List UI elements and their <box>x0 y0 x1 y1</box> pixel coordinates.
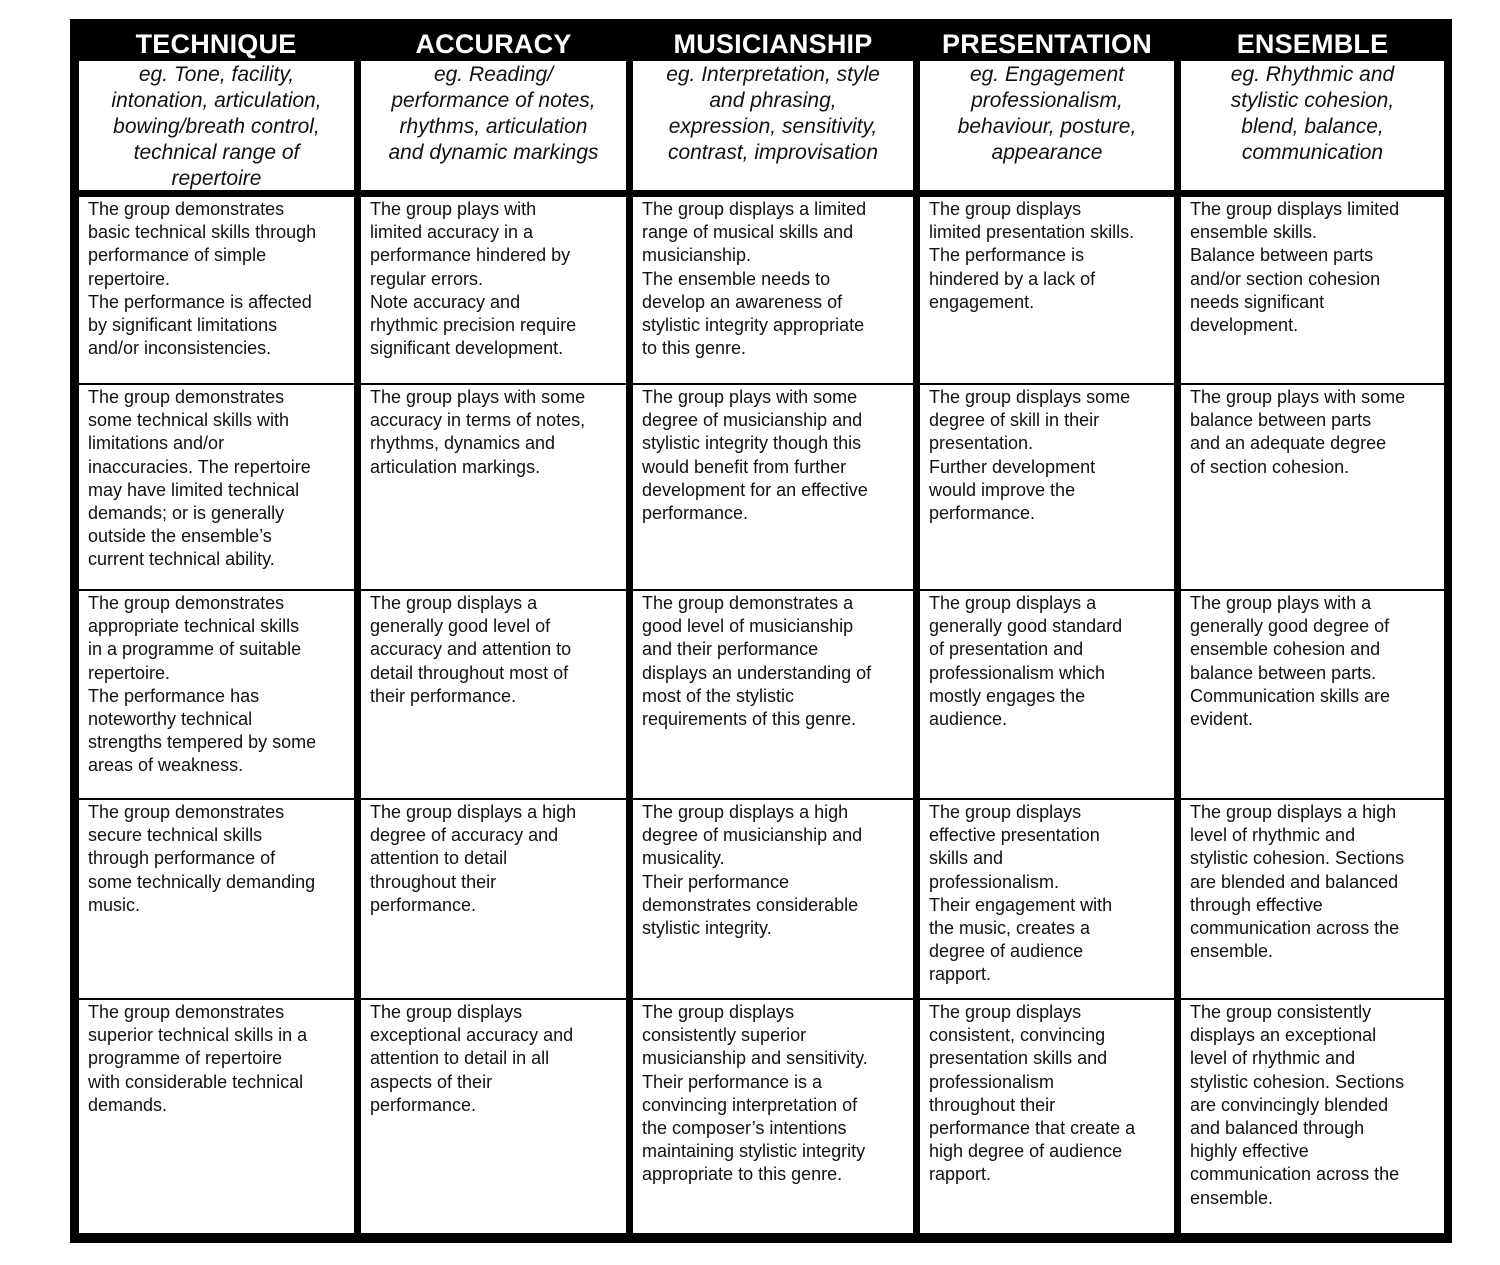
cell-line: Note accuracy and <box>370 291 521 312</box>
cell-line: mostly engages the <box>929 685 1086 706</box>
cell-line: communication across the <box>1190 918 1400 939</box>
cell-line: ensemble. <box>1190 941 1274 962</box>
cell-line: and balanced through <box>1190 1118 1365 1139</box>
cell-line: Further development <box>929 456 1096 477</box>
cell-line: ensemble. <box>1190 1187 1274 1208</box>
cell-line: balance between parts. <box>1190 662 1377 683</box>
cell-line: repertoire. <box>88 662 171 683</box>
cell-line: The group displays <box>929 802 1082 822</box>
cell-line: development for an effective <box>642 479 868 500</box>
cell-line: The group demonstrates <box>88 199 285 219</box>
cell-line: performance. <box>929 503 1036 524</box>
criteria-cell-presentation-level-2 <box>920 385 1174 589</box>
cell-line: programme of repertoire <box>88 1048 283 1069</box>
criteria-cell-ensemble-level-2 <box>1181 385 1444 589</box>
cell-line: secure technical skills <box>88 825 263 846</box>
cell-line: noteworthy technical <box>88 709 253 730</box>
cell-line: performance. <box>642 503 749 524</box>
cell-line: The group displays a limited <box>642 199 867 219</box>
cell-line: articulation markings. <box>370 456 541 477</box>
criteria-cell-technique-level-2 <box>79 385 354 589</box>
cell-line: with considerable technical <box>88 1071 304 1092</box>
cell-line: performance that create a <box>929 1118 1136 1139</box>
cell-line: strengths tempered by some <box>88 732 317 753</box>
cell-line: The group demonstrates <box>88 1002 285 1022</box>
subtitle-line: professionalism, <box>971 89 1123 112</box>
cell-line: performance hindered by <box>370 245 571 266</box>
cell-line: limitations and/or <box>88 433 225 454</box>
cell-line: generally good level of <box>370 616 551 637</box>
cell-line: The group displays <box>370 1002 523 1022</box>
cell-line: The group plays with some <box>370 387 586 407</box>
cell-line: The group displays a high <box>370 802 577 822</box>
rubric-table <box>70 19 1452 1243</box>
column-title-presentation: PRESENTATION <box>942 29 1152 59</box>
subtitle-line: stylistic cohesion, <box>1230 89 1395 112</box>
cell-line: demonstrates considerable <box>642 894 859 915</box>
cell-line: degree of musicianship and <box>642 410 863 431</box>
criteria-cell-accuracy-level-4 <box>361 800 626 998</box>
cell-line: maintaining stylistic integrity <box>642 1141 866 1162</box>
criteria-cell-accuracy-level-3 <box>361 591 626 798</box>
cell-line: hindered by a lack of <box>929 268 1096 289</box>
cell-line: may have limited technical <box>88 479 300 500</box>
cell-line: superior technical skills in a <box>88 1025 308 1046</box>
subtitle-line: communication <box>1241 141 1384 164</box>
subtitle-line: eg. Engagement <box>969 63 1125 86</box>
cell-line: some technically demanding <box>88 871 316 892</box>
cell-line: musicianship. <box>642 245 752 266</box>
criteria-cell-technique-level-1 <box>79 197 354 383</box>
criteria-cell-presentation-level-4 <box>920 800 1174 998</box>
cell-line: skills and <box>929 848 1004 869</box>
criteria-cell-technique-level-5 <box>79 1000 354 1233</box>
cell-line: consistent, convincing <box>929 1025 1106 1046</box>
cell-line: generally good standard <box>929 616 1123 637</box>
cell-line: inaccuracies. The repertoire <box>88 456 311 477</box>
subtitle-line: intonation, articulation, <box>111 89 322 112</box>
subtitle-line: repertoire <box>171 167 262 190</box>
cell-line: are blended and balanced <box>1190 871 1399 892</box>
criteria-cell-technique-level-3 <box>79 591 354 798</box>
cell-line: The performance is <box>929 245 1085 266</box>
cell-line: communication across the <box>1190 1164 1400 1185</box>
cell-line: effective presentation <box>929 825 1100 846</box>
cell-line: development. <box>1190 315 1299 336</box>
cell-line: outside the ensemble’s <box>88 526 272 547</box>
cell-line: rhythms, dynamics and <box>370 433 556 454</box>
subtitle-line: performance of notes, <box>391 89 596 112</box>
cell-line: demands. <box>88 1094 168 1115</box>
cell-line: Their performance is a <box>642 1071 823 1092</box>
cell-line: develop an awareness of <box>642 291 843 312</box>
cell-line: degree of skill in their <box>929 410 1100 431</box>
cell-line: The group plays with some <box>1190 387 1406 407</box>
cell-line: demands; or is generally <box>88 503 285 524</box>
subtitle-line: bowing/breath control, <box>113 115 320 138</box>
cell-line: of presentation and <box>929 639 1084 660</box>
cell-line: The group plays with <box>370 199 537 219</box>
cell-line: highly effective <box>1190 1141 1309 1162</box>
cell-line: accuracy in terms of notes, <box>370 410 586 431</box>
cell-line: their performance. <box>370 685 517 706</box>
cell-line: regular errors. <box>370 268 484 289</box>
cell-line: range of musical skills and <box>642 222 854 243</box>
cell-line: degree of audience <box>929 941 1084 962</box>
column-title-accuracy: ACCURACY <box>415 29 572 59</box>
cell-line: and/or section cohesion <box>1190 268 1381 289</box>
cell-line: limited accuracy in a <box>370 222 534 243</box>
cell-line: to this genre. <box>642 338 747 359</box>
cell-line: presentation. <box>929 433 1034 454</box>
cell-line: rapport. <box>929 964 992 985</box>
cell-line: engagement. <box>929 291 1035 312</box>
criteria-cell-musicianship-level-5 <box>633 1000 913 1233</box>
cell-line: throughout their <box>370 871 497 892</box>
cell-line: aspects of their <box>370 1071 493 1092</box>
cell-line: The group demonstrates <box>88 593 285 613</box>
criteria-cell-musicianship-level-3 <box>633 591 913 798</box>
cell-line: stylistic cohesion. Sections <box>1190 848 1405 869</box>
cell-line: appropriate to this genre. <box>642 1164 843 1185</box>
criteria-cell-musicianship-level-4 <box>633 800 913 998</box>
column-title-technique: TECHNIQUE <box>135 29 297 59</box>
cell-line: The group displays <box>929 199 1082 219</box>
cell-line: displays an exceptional <box>1190 1025 1377 1046</box>
cell-line: consistently superior <box>642 1025 807 1046</box>
cell-line: the composer’s intentions <box>642 1118 847 1139</box>
cell-line: detail throughout most of <box>370 662 569 683</box>
cell-line: and an adequate degree <box>1190 433 1387 454</box>
subtitle-line: eg. Rhythmic and <box>1230 63 1395 86</box>
cell-line: The group displays <box>929 1002 1082 1022</box>
subtitle-line: and dynamic markings <box>388 141 599 164</box>
cell-line: The group demonstrates <box>88 387 285 407</box>
cell-line: Their engagement with <box>929 894 1113 915</box>
subtitle-line: eg. Tone, facility, <box>138 63 295 86</box>
cell-line: professionalism <box>929 1071 1055 1092</box>
cell-line: the music, creates a <box>929 918 1091 939</box>
cell-line: The group demonstrates a <box>642 593 854 613</box>
cell-line: evident. <box>1190 709 1254 730</box>
criteria-cell-technique-level-4 <box>79 800 354 998</box>
cell-line: audience. <box>929 709 1008 730</box>
subtitle-line: technical range of <box>133 141 300 164</box>
cell-line: musicality. <box>642 848 725 869</box>
cell-line: music. <box>88 894 141 915</box>
cell-line: The performance is affected <box>88 291 312 312</box>
cell-line: needs significant <box>1190 291 1325 312</box>
column-title-musicianship: MUSICIANSHIP <box>673 29 873 59</box>
cell-line: throughout their <box>929 1094 1056 1115</box>
cell-line: rapport. <box>929 1164 992 1185</box>
cell-line: stylistic integrity though this <box>642 433 862 454</box>
cell-line: through effective <box>1190 894 1323 915</box>
cell-line: would benefit from further <box>642 456 847 477</box>
subtitle-line: and phrasing, <box>709 89 837 112</box>
cell-line: rhythmic precision require <box>370 315 577 336</box>
cell-line: stylistic cohesion. Sections <box>1190 1071 1405 1092</box>
cell-line: The group displays some <box>929 387 1131 407</box>
cell-line: The group displays a <box>929 593 1097 613</box>
criteria-cell-accuracy-level-5 <box>361 1000 626 1233</box>
cell-line: attention to detail <box>370 848 508 869</box>
criteria-cell-ensemble-level-4 <box>1181 800 1444 998</box>
subtitle-line: eg. Interpretation, style <box>666 63 880 86</box>
cell-line: level of rhythmic and <box>1190 1048 1356 1069</box>
subtitle-line: expression, sensitivity, <box>668 115 878 138</box>
cell-line: current technical ability. <box>88 549 275 570</box>
criteria-cell-ensemble-level-1 <box>1181 197 1444 383</box>
cell-line: The group plays with a <box>1190 593 1372 613</box>
column-subtitle-ensemble <box>1181 61 1444 190</box>
criteria-cell-musicianship-level-2 <box>633 385 913 589</box>
cell-line: The ensemble needs to <box>642 268 831 289</box>
cell-line: balance between parts <box>1190 410 1372 431</box>
cell-line: requirements of this genre. <box>642 709 857 730</box>
cell-line: stylistic integrity appropriate <box>642 315 865 336</box>
cell-line: and/or inconsistencies. <box>88 338 272 359</box>
column-subtitle-accuracy <box>361 61 626 190</box>
column-subtitle-musicianship <box>633 61 913 190</box>
cell-line: through performance of <box>88 848 276 869</box>
cell-line: performance. <box>370 894 477 915</box>
cell-line: Communication skills are <box>1190 685 1391 706</box>
criteria-cell-presentation-level-3 <box>920 591 1174 798</box>
criteria-cell-accuracy-level-1 <box>361 197 626 383</box>
cell-line: generally good degree of <box>1190 616 1390 637</box>
cell-line: professionalism. <box>929 871 1060 892</box>
cell-line: repertoire. <box>88 268 171 289</box>
cell-line: would improve the <box>929 479 1076 500</box>
cell-line: The group displays limited <box>1190 199 1400 219</box>
criteria-cell-ensemble-level-3 <box>1181 591 1444 798</box>
cell-line: some technical skills with <box>88 410 290 431</box>
cell-line: basic technical skills through <box>88 222 317 243</box>
cell-line: of section cohesion. <box>1190 456 1350 477</box>
column-subtitle-technique <box>79 61 354 190</box>
cell-line: The group displays <box>642 1002 795 1022</box>
cell-line: significant development. <box>370 338 564 359</box>
cell-line: The performance has <box>88 685 260 706</box>
subtitle-line: eg. Reading/ <box>433 63 554 86</box>
criteria-cell-musicianship-level-1 <box>633 197 913 383</box>
cell-line: high degree of audience <box>929 1141 1123 1162</box>
subtitle-line: behaviour, posture, <box>957 115 1137 138</box>
cell-line: ensemble skills. <box>1190 222 1318 243</box>
cell-line: ensemble cohesion and <box>1190 639 1381 660</box>
criteria-cell-presentation-level-1 <box>920 197 1174 383</box>
cell-line: areas of weakness. <box>88 755 244 776</box>
cell-line: musicianship and sensitivity. <box>642 1048 868 1069</box>
column-title-ensemble: ENSEMBLE <box>1236 29 1389 59</box>
cell-line: The group plays with some <box>642 387 858 407</box>
cell-line: attention to detail in all <box>370 1048 550 1069</box>
cell-line: The group displays a high <box>1190 802 1397 822</box>
cell-line: stylistic integrity. <box>642 918 772 939</box>
cell-line: Their performance <box>642 871 790 892</box>
cell-line: level of rhythmic and <box>1190 825 1356 846</box>
subtitle-line: rhythms, articulation <box>399 115 588 138</box>
cell-line: most of the stylistic <box>642 685 795 706</box>
column-subtitle-presentation <box>920 61 1174 190</box>
cell-line: professionalism which <box>929 662 1106 683</box>
cell-line: and their performance <box>642 639 819 660</box>
cell-line: good level of musicianship <box>642 616 854 637</box>
cell-line: Balance between parts <box>1190 245 1374 266</box>
cell-line: The group consistently <box>1190 1002 1372 1022</box>
subtitle-line: contrast, improvisation <box>667 141 879 164</box>
cell-line: in a programme of suitable <box>88 639 302 660</box>
cell-line: presentation skills and <box>929 1048 1108 1069</box>
cell-line: accuracy and attention to <box>370 639 572 660</box>
cell-line: are convincingly blended <box>1190 1094 1389 1115</box>
cell-line: convincing interpretation of <box>642 1094 858 1115</box>
subtitle-line: blend, balance, <box>1241 115 1384 138</box>
criteria-cell-presentation-level-5 <box>920 1000 1174 1233</box>
cell-line: by significant limitations <box>88 315 278 336</box>
cell-line: The group displays a high <box>642 802 849 822</box>
cell-line: exceptional accuracy and <box>370 1025 574 1046</box>
criteria-cell-accuracy-level-2 <box>361 385 626 589</box>
cell-line: The group demonstrates <box>88 802 285 822</box>
cell-line: degree of musicianship and <box>642 825 863 846</box>
cell-line: appropriate technical skills <box>88 616 300 637</box>
cell-line: performance of simple <box>88 245 267 266</box>
cell-line: limited presentation skills. <box>929 222 1135 243</box>
subtitle-line: appearance <box>991 141 1103 164</box>
cell-line: displays an understanding of <box>642 662 872 683</box>
cell-line: The group displays a <box>370 593 538 613</box>
cell-line: degree of accuracy and <box>370 825 559 846</box>
cell-line: performance. <box>370 1094 477 1115</box>
criteria-cell-ensemble-level-5 <box>1181 1000 1444 1233</box>
